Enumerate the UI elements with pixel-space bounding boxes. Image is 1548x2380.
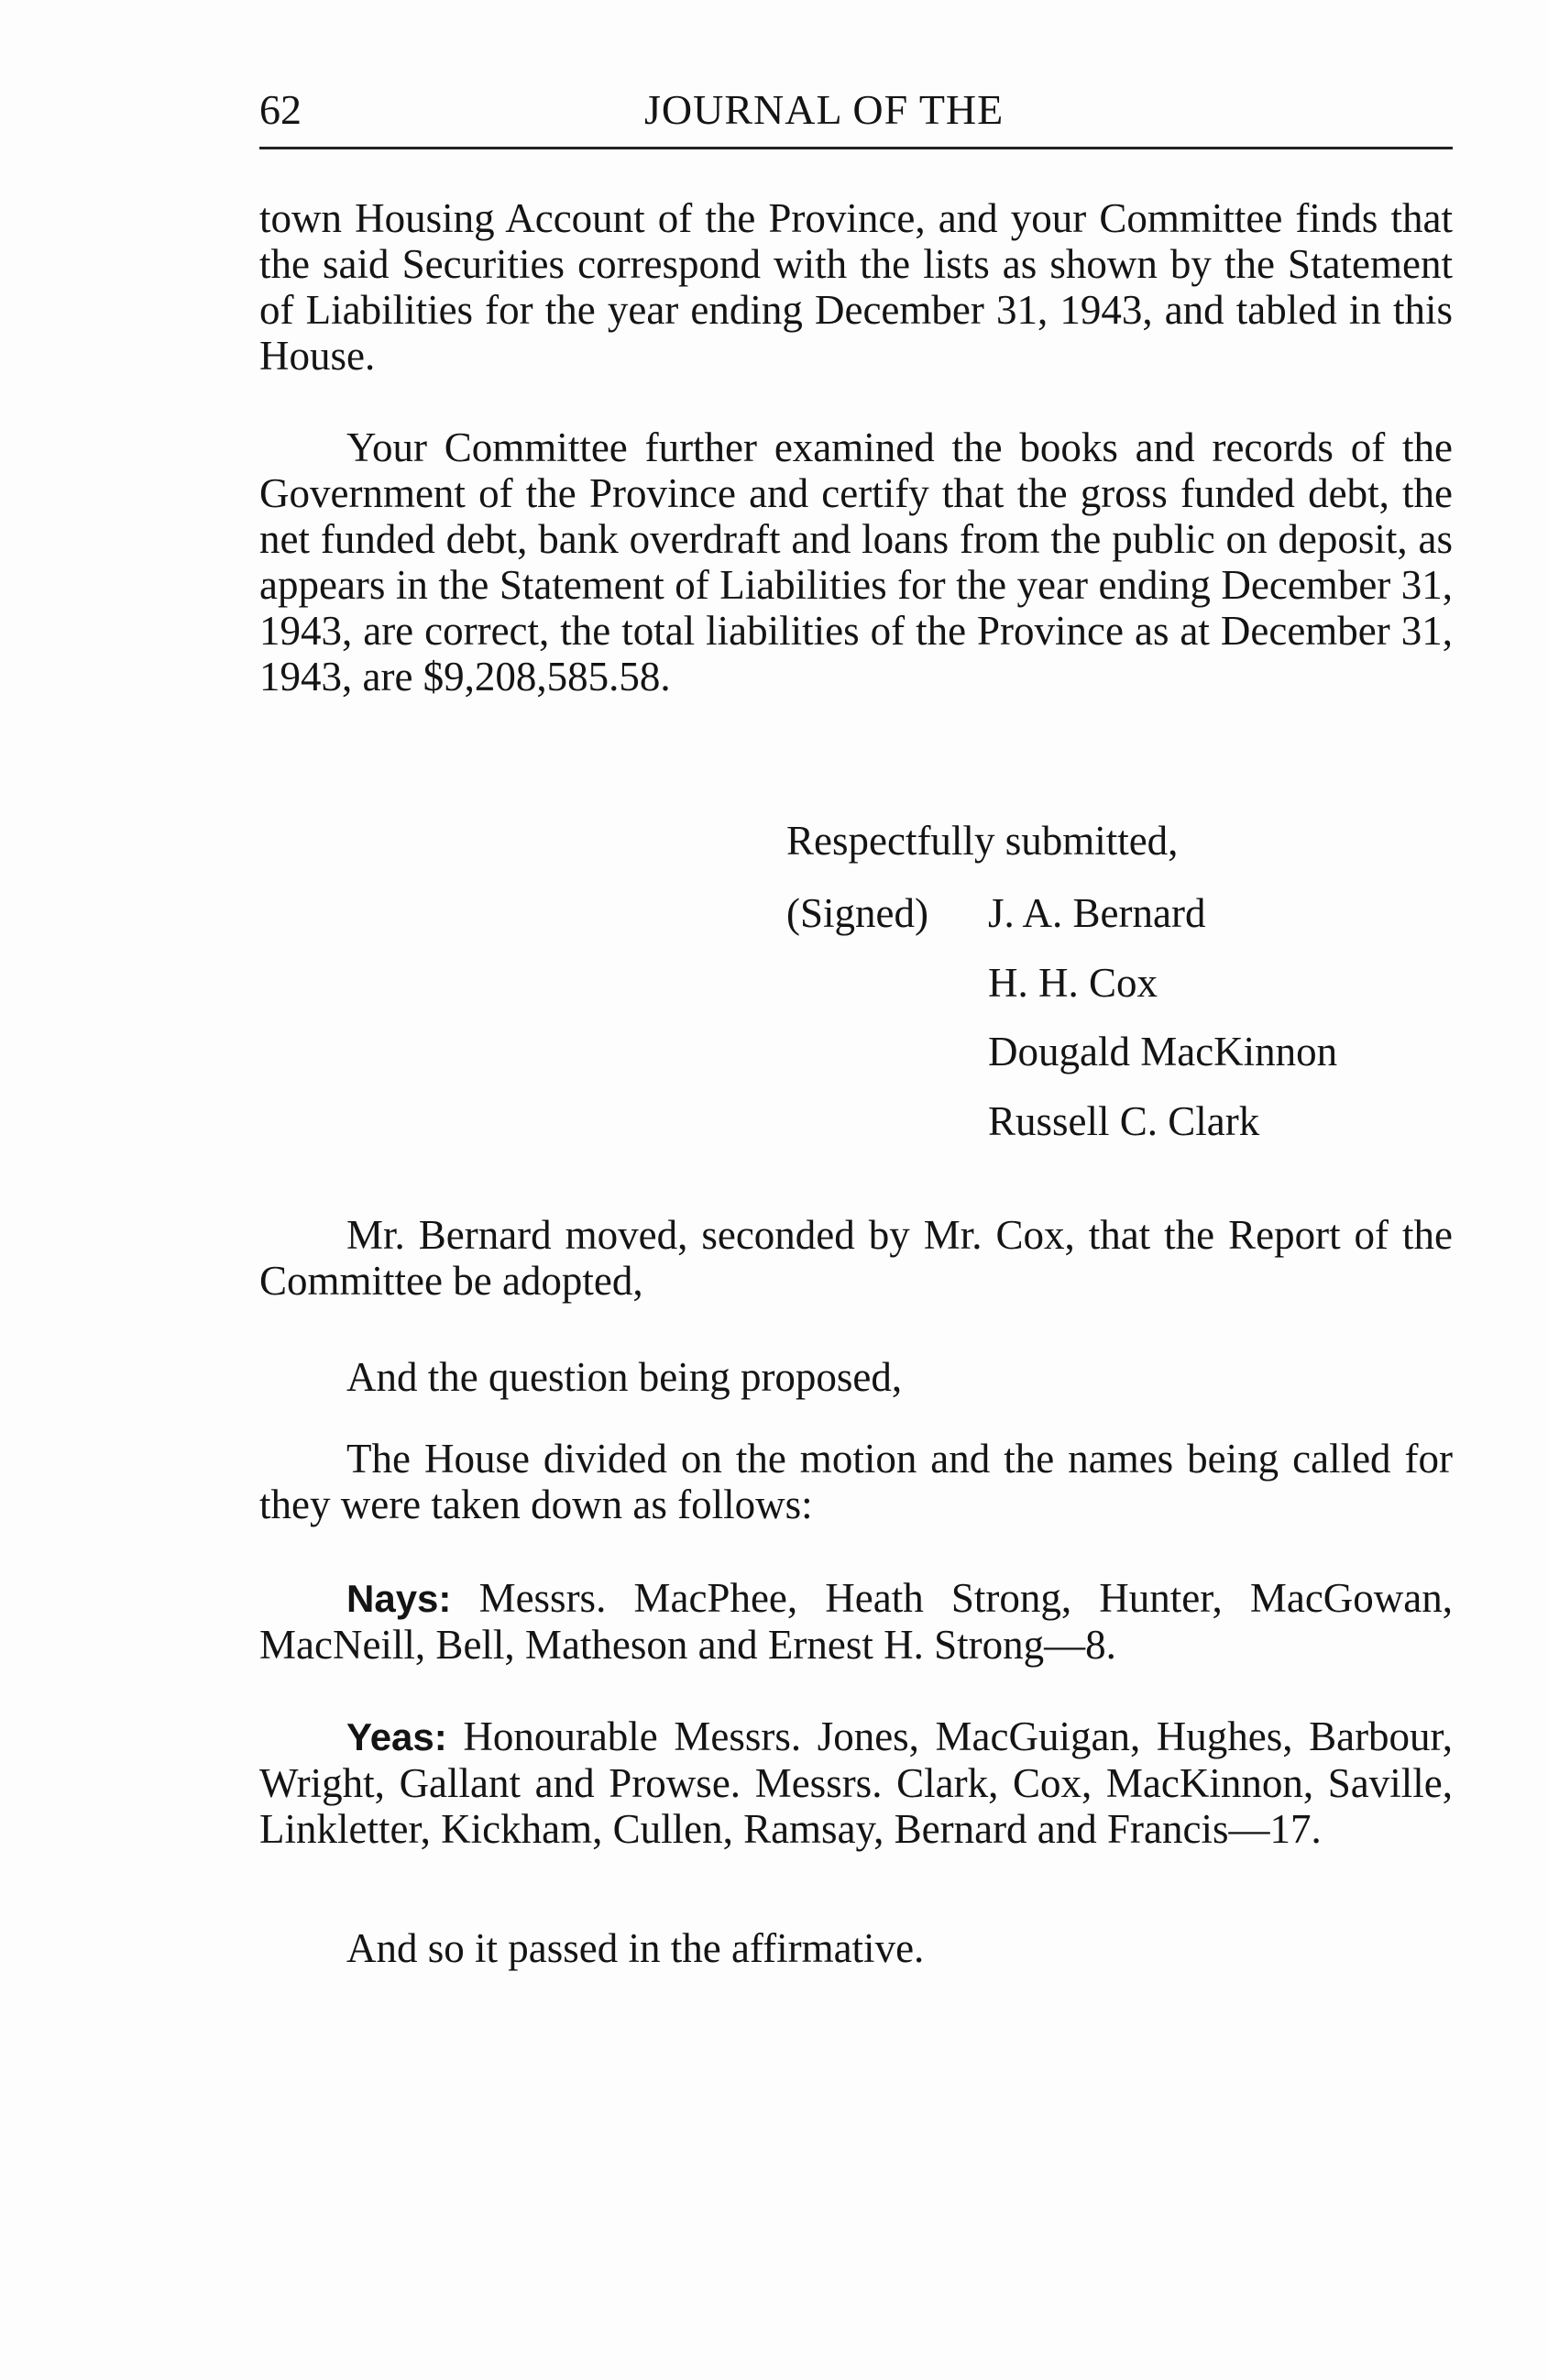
nays-list: Messrs. MacPhee, Heath Strong, Hunter, MacGowan, MacNeill, Bell, Matheson and Ernest H. Strong—8. bbox=[259, 1575, 1454, 1668]
signatory-name: H. H. Cox bbox=[988, 960, 1158, 1006]
nays-label: Nays: bbox=[346, 1577, 452, 1620]
yeas-list: Honourable Messrs. Jones, MacGuigan, Hughes, Barbour, Wright, Gallant and Prowse. Messrs. Clark, Cox, MacKinnon, Saville, Linkletter, Kickham, Cullen, Ramsay, Bernard and Francis—17. bbox=[259, 1713, 1453, 1852]
signatory-name: J. A. Bernard bbox=[988, 890, 1206, 936]
running-head: JOURNAL OF THE bbox=[644, 86, 1005, 133]
paragraph-housing-account: town Housing Account of the Province, and your Committee finds that the said Securities correspond with the lists as shown by the Statement of Liabilities for the year ending December 31, 1943, and tabled in this House. bbox=[259, 195, 1453, 379]
signatory-name: Dougald MacKinnon bbox=[988, 1029, 1338, 1074]
paragraph-question: And the question being proposed, bbox=[346, 1354, 903, 1400]
signatory-name: Russell C. Clark bbox=[988, 1098, 1260, 1144]
yeas-label: Yeas: bbox=[346, 1715, 447, 1758]
page-number: 62 bbox=[259, 86, 302, 133]
paragraph-nays bbox=[259, 1575, 1453, 1668]
paragraph-result: And so it passed in the affirmative. bbox=[346, 1925, 925, 1971]
signature-label: (Signed) bbox=[786, 890, 928, 936]
paragraph-division: The House divided on the motion and the names being called for they were taken down as follows: bbox=[259, 1436, 1453, 1527]
paragraph-yeas bbox=[259, 1713, 1453, 1852]
signature-closing: Respectfully submitted, bbox=[786, 818, 1179, 864]
paragraph-motion: Mr. Bernard moved, seconded by Mr. Cox, that the Report of the Committee be adopted, bbox=[259, 1212, 1453, 1304]
page-header bbox=[259, 83, 1453, 149]
paragraph-committee-examination: Your Committee further examined the books and records of the Government of the Province and certify that the gross funded debt, the net funded debt, bank overdraft and loans from the public on deposit, as appears in the Statement of Liabilities for the year ending December 31, 1943, are correct, the total liabilities of the Province as at December 31, 1943, are $9,208,585.58. bbox=[259, 424, 1453, 700]
